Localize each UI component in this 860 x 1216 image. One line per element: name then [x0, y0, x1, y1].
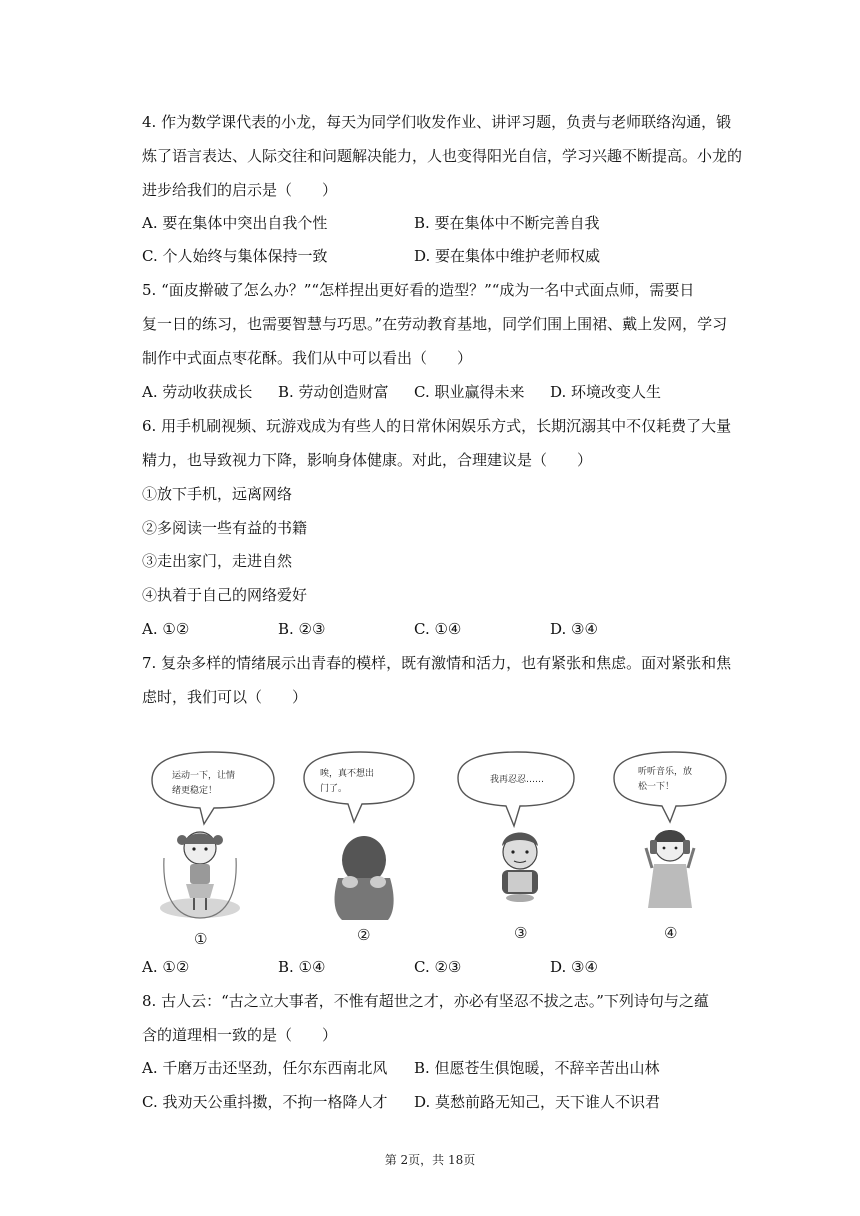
- bubble-3-line1: 我再忍忍……: [490, 775, 545, 785]
- q6-option-a: A. ①②: [142, 620, 190, 638]
- panel-1: [152, 752, 274, 948]
- panel-2-number: ②: [357, 926, 371, 944]
- q5-option-b: B. 劳动创造财富: [278, 383, 389, 401]
- panel-4-number: ④: [664, 924, 678, 942]
- q7-option-a: A. ①②: [142, 958, 190, 976]
- q8-option-b: B. 但愿苍生俱饱暖，不辞辛苦出山林: [414, 1059, 660, 1077]
- bubble-2-line1: 唉，真不想出: [320, 769, 375, 779]
- q7-stem-line1: 7. 复杂多样的情绪展示出青春的模样，既有激情和活力，也有紧张和焦虑。面对紧张和焦: [142, 654, 732, 672]
- emotion-illustration: [142, 748, 732, 948]
- q6-stem-line1: 6. 用手机刷视频、玩游戏成为有些人的日常休闲娱乐方式，长期沉溺其中不仅耗费了大量: [142, 417, 732, 435]
- bubble-4-line1: 听听音乐，放: [638, 767, 693, 777]
- q6-stem-line2: 精力，也导致视力下降，影响身体健康。对此，合理建议是（ ）: [142, 451, 593, 469]
- q5-stem-line1: 5. “面皮擀破了怎么办？”“怎样捏出更好看的造型？”“成为一名中式面点师，需要日: [142, 281, 695, 299]
- q4-option-c: C. 个人始终与集体保持一致: [142, 247, 328, 265]
- q4-option-a: A. 要在集体中突出自我个性: [142, 214, 328, 232]
- panel-4: [614, 752, 726, 942]
- bubble-1-line1: 运动一下，让情: [172, 771, 236, 781]
- panel-2: [304, 752, 414, 944]
- q4-option-b: B. 要在集体中不断完善自我: [414, 214, 600, 232]
- q8-option-d: D. 莫愁前路无知己，天下谁人不识君: [414, 1093, 661, 1111]
- panel-3-number: ③: [514, 924, 528, 942]
- q5-stem-line3: 制作中式面点枣花酥。我们从中可以看出（ ）: [142, 349, 473, 367]
- q5-option-a: A. 劳动收获成长: [142, 383, 253, 401]
- q4-stem-line3: 进步给我们的启示是（ ）: [142, 181, 338, 199]
- q5-option-c: C. 职业赢得未来: [414, 383, 525, 401]
- q8-stem-line2: 含的道理相一致的是（ ）: [142, 1026, 338, 1044]
- q7-option-c: C. ②③: [414, 958, 462, 976]
- q6-item-1: ①放下手机，远离网络: [142, 485, 293, 503]
- q7-option-b: B. ①④: [278, 958, 326, 976]
- q4-stem-line2: 炼了语言表达、人际交往和问题解决能力，人也变得阳光自信，学习兴趣不断提高。小龙的: [142, 147, 743, 165]
- bubble-4-line2: 松一下！: [638, 782, 675, 792]
- q6-option-b: B. ②③: [278, 620, 326, 638]
- q4-option-d: D. 要在集体中维护老师权威: [414, 247, 601, 265]
- panel-3: [458, 752, 574, 942]
- page-footer: 第 2页，共 18页: [384, 1153, 476, 1167]
- q6-item-2: ②多阅读一些有益的书籍: [142, 519, 308, 537]
- q6-option-c: C. ①④: [414, 620, 462, 638]
- q8-option-a: A. 千磨万击还坚劲，任尔东西南北风: [142, 1059, 388, 1077]
- bubble-2-line2: 门了。: [320, 784, 348, 794]
- q6-option-d: D. ③④: [550, 620, 598, 638]
- q8-stem-line1: 8. 古人云：“古之立大事者，不惟有超世之才，亦必有坚忍不拔之志。”下列诗句与之蕴: [142, 992, 709, 1010]
- q7-option-d: D. ③④: [550, 958, 598, 976]
- q5-stem-line2: 复一日的练习，也需要智慧与巧思。”在劳动教育基地，同学们围上围裙、戴上发网，学习: [142, 315, 728, 333]
- q8-option-c: C. 我劝天公重抖擞，不拘一格降人才: [142, 1093, 388, 1111]
- q5-option-d: D. 环境改变人生: [550, 383, 662, 401]
- q6-item-3: ③走出家门，走进自然: [142, 552, 293, 570]
- bubble-1-line2: 绪更稳定！: [172, 786, 218, 796]
- q7-stem-line2: 虑时，我们可以（ ）: [142, 688, 308, 706]
- q4-stem-line1: 4. 作为数学课代表的小龙，每天为同学们收发作业、讲评习题，负责与老师联络沟通，锻: [142, 113, 732, 131]
- panel-1-number: ①: [194, 930, 208, 948]
- q6-item-4: ④执着于自己的网络爱好: [142, 586, 308, 604]
